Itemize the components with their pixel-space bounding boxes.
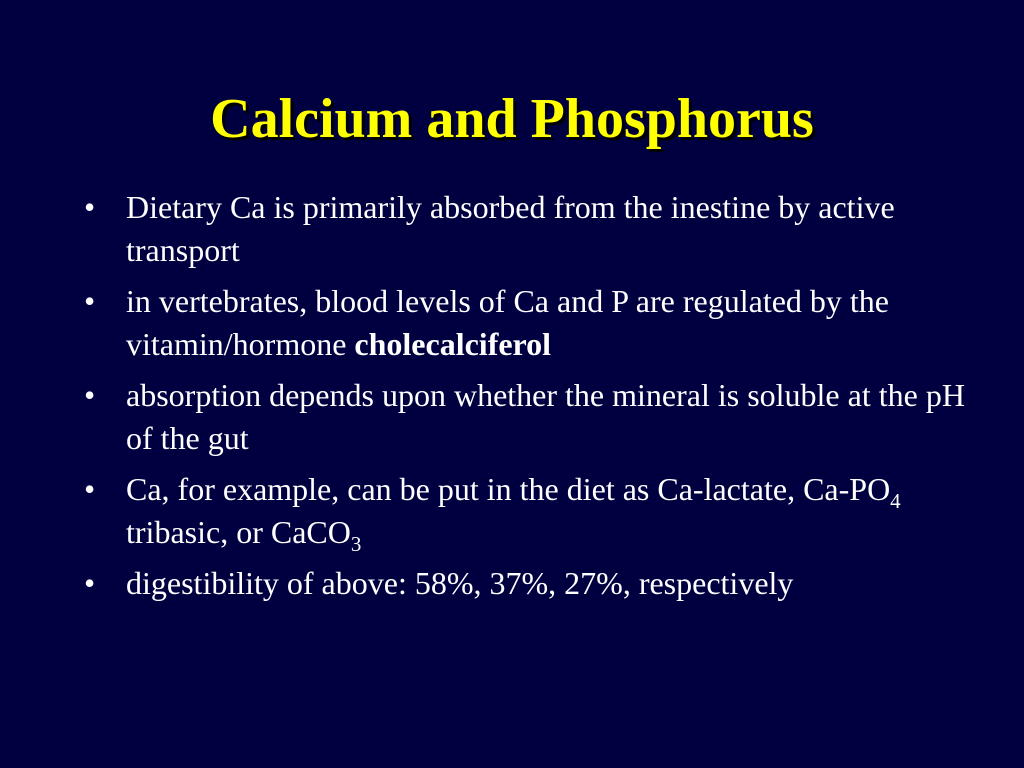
bullet-text: absorption depends upon whether the mineral is soluble at the pH of the gut [126,377,965,456]
subscript: 3 [350,532,362,556]
bullet-dot: • [84,565,96,601]
bullet-item [84,468,984,554]
bullet-text-part: Ca, for example, can be put in the diet as Ca-lactate, Ca-PO [126,471,891,507]
bullet-bold-term: cholecalciferol [354,326,552,362]
bullet-item [84,562,984,605]
bullet-text: in vertebrates, blood levels of Ca and P are regulated by the vitamin/hormone [126,283,889,362]
bullet-dot: • [84,283,96,319]
bullet-dot: • [84,189,96,225]
bullet-item [84,280,984,366]
bullet-list [84,186,984,613]
bullet-dot: • [84,377,96,413]
bullet-item [84,374,984,460]
subscript: 4 [890,489,901,513]
bullet-text: Dietary Ca is primarily absorbed from the inestine by active transport [126,189,895,268]
bullet-item [84,186,984,272]
bullet-text: digestibility of above: 58%, 37%, 27%, respectively [126,565,794,601]
slide-title: Calcium and Phosphorus [210,88,814,150]
bullet-dot: • [84,471,96,507]
bullet-text-part: tribasic, or CaCO [126,514,351,550]
